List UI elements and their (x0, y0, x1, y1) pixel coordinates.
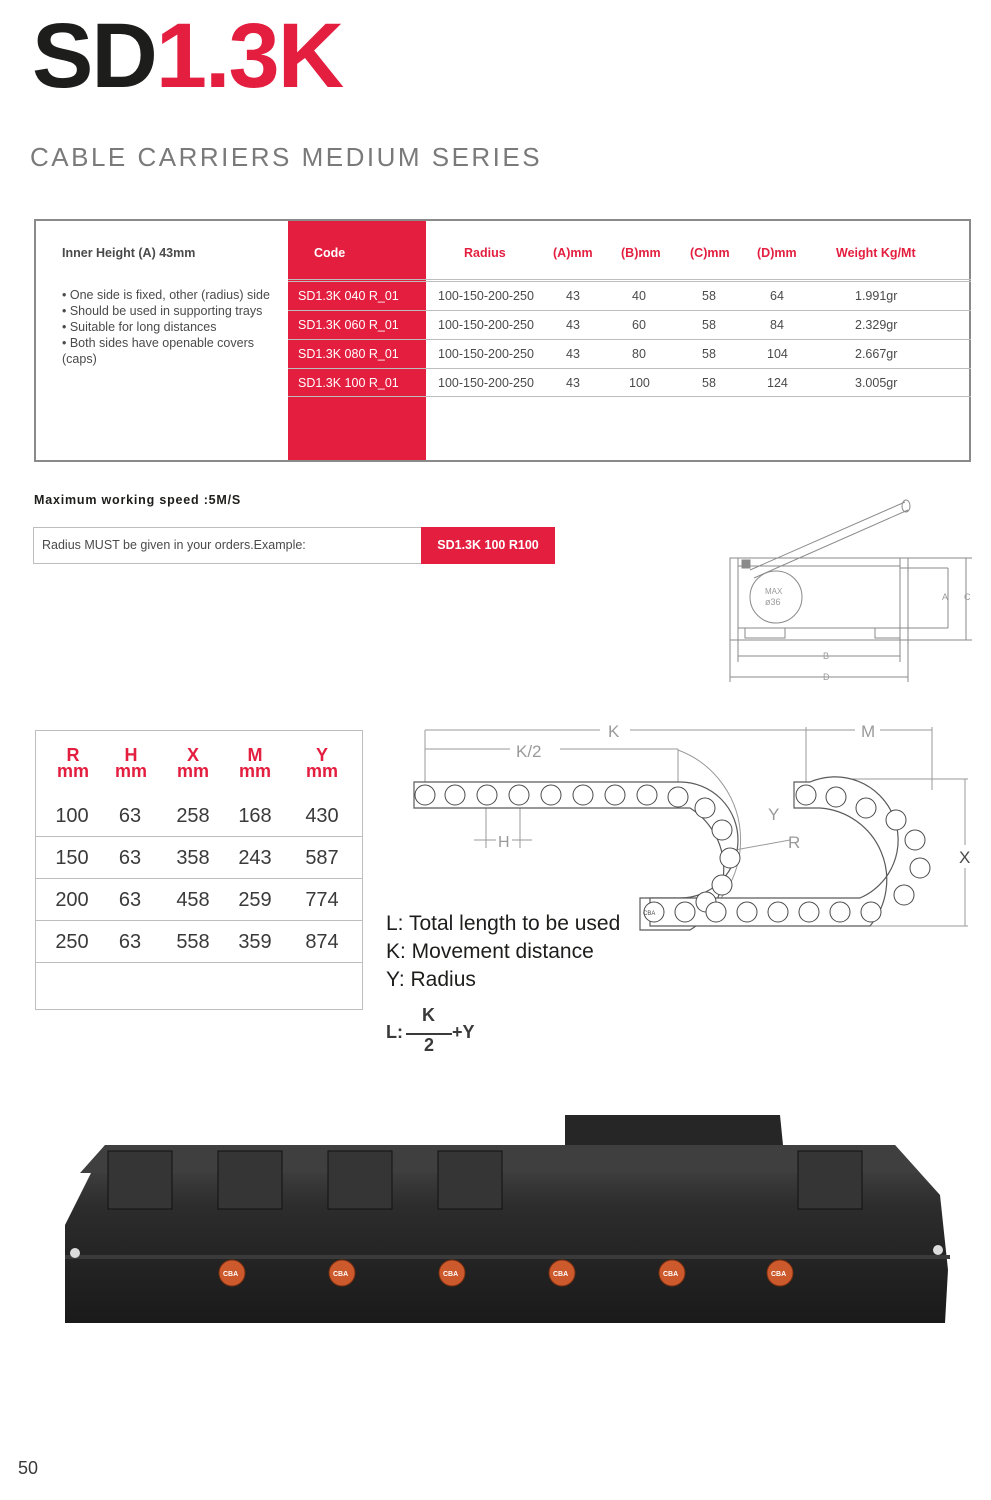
legend-item: K: Movement distance (386, 940, 594, 963)
y-cell: 430 (305, 805, 339, 827)
weight-cell: 2.667gr (855, 347, 898, 361)
label-r: R (788, 833, 801, 852)
h-cell: 63 (118, 889, 142, 911)
x-cell: 558 (176, 931, 210, 953)
b-cell: 100 (629, 376, 650, 390)
b-cell: 40 (632, 289, 646, 303)
feature-item: • Both sides have openable covers (62, 336, 254, 350)
legend (386, 910, 620, 994)
order-example-text: Radius MUST be given in your orders.Example: (42, 538, 306, 552)
h-cell: 63 (118, 931, 142, 953)
photo-logo: CBA (333, 1271, 349, 1278)
header-radius: Radius (464, 246, 506, 260)
code-cell: SD1.3K 040 R_01 (298, 289, 399, 303)
header-code: Code (314, 246, 346, 260)
x-cell: 458 (176, 889, 210, 911)
label-x: X (959, 848, 971, 867)
header-d: (D)mm (757, 246, 797, 260)
m-cell: 243 (238, 847, 272, 869)
y-cell: 774 (305, 889, 339, 911)
weight-cell: 1.991gr (855, 289, 898, 303)
x-cell: 258 (176, 805, 210, 827)
formula-denominator: 2 (424, 1035, 435, 1055)
series-subtitle: CABLE CARRIERS MEDIUM SERIES (30, 142, 543, 172)
photo-logo: CBA (443, 1271, 459, 1278)
feature-item: • Should be used in supporting trays (62, 304, 263, 318)
photo-logo: CBA (771, 1271, 787, 1278)
radius-cell: 100-150-200-250 (438, 318, 534, 332)
radius-cell: 100-150-200-250 (438, 347, 534, 361)
code-cell: SD1.3K 060 R_01 (298, 318, 399, 332)
r-cell: 100 (55, 805, 89, 827)
col-header-m: M mm (238, 745, 271, 781)
code-cell: SD1.3K 100 R_01 (298, 376, 399, 390)
a-cell: 43 (566, 318, 580, 332)
formula-lhs: L: (386, 1022, 403, 1042)
feature-item: • Suitable for long distances (62, 320, 217, 334)
dim-a: A (942, 592, 949, 602)
h-cell: 63 (118, 847, 142, 869)
legend-item: L: Total length to be used (386, 912, 621, 935)
title-model: 1.3K (155, 5, 343, 107)
photo-logo: CBA (663, 1271, 679, 1278)
legend-item: Y: Radius (386, 968, 476, 991)
inner-height-label: Inner Height (A) 43mm (62, 246, 196, 260)
formula-rhs: +Y (452, 1022, 475, 1042)
code-cell: SD1.3K 080 R_01 (298, 347, 399, 361)
m-cell: 168 (238, 805, 272, 827)
c-cell: 58 (702, 376, 716, 390)
c-cell: 58 (702, 289, 716, 303)
r-cell: 200 (55, 889, 89, 911)
title-prefix: SD (32, 5, 156, 107)
a-cell: 43 (566, 289, 580, 303)
x-cell: 358 (176, 847, 210, 869)
b-cell: 80 (632, 347, 646, 361)
d-cell: 64 (770, 289, 784, 303)
header-c: (C)mm (690, 246, 730, 260)
col-header-y: Y mm (305, 745, 338, 781)
max-diameter: ø36 (765, 597, 781, 607)
page-number: 50 (18, 1458, 39, 1478)
radius-cell: 100-150-200-250 (438, 289, 534, 303)
m-cell: 359 (238, 931, 272, 953)
order-example-code: SD1.3K 100 R100 (421, 527, 555, 564)
weight-cell: 3.005gr (855, 376, 898, 390)
col-header-h: H mm (114, 745, 147, 781)
weight-cell: 2.329gr (855, 318, 898, 332)
link-logo: CBA (643, 911, 656, 917)
label-k-half: K/2 (516, 742, 542, 761)
header-b: (B)mm (621, 246, 661, 260)
dim-b: B (823, 651, 830, 661)
c-cell: 58 (702, 347, 716, 361)
r-cell: 150 (55, 847, 89, 869)
d-cell: 124 (767, 376, 788, 390)
cable-carrier-photo (60, 1105, 955, 1330)
max-label: MAX (765, 587, 783, 596)
dim-c: C (964, 592, 971, 602)
y-cell: 874 (305, 931, 339, 953)
r-cell: 250 (55, 931, 89, 953)
formula-numerator: K (422, 1005, 435, 1025)
y-cell: 587 (305, 847, 339, 869)
feature-item: (caps) (62, 352, 97, 366)
label-h: H (498, 834, 510, 851)
b-cell: 60 (632, 318, 646, 332)
m-cell: 259 (238, 889, 272, 911)
label-y: Y (768, 805, 780, 824)
photo-logo: CBA (553, 1271, 569, 1278)
max-speed-note: Maximum working speed :5M/S (34, 493, 242, 507)
label-k: K (608, 722, 620, 741)
c-cell: 58 (702, 318, 716, 332)
h-cell: 63 (118, 805, 142, 827)
a-cell: 43 (566, 376, 580, 390)
label-m: M (861, 722, 876, 741)
header-weight: Weight Kg/Mt (836, 246, 916, 260)
radius-cell: 100-150-200-250 (438, 376, 534, 390)
col-header-r: R mm (56, 745, 89, 781)
photo-logo: CBA (223, 1271, 239, 1278)
dim-d: D (823, 672, 830, 682)
d-cell: 104 (767, 347, 788, 361)
a-cell: 43 (566, 347, 580, 361)
feature-item: • One side is fixed, other (radius) side (62, 288, 270, 302)
col-header-x: X mm (176, 745, 209, 781)
header-a: (A)mm (553, 246, 593, 260)
d-cell: 84 (770, 318, 784, 332)
